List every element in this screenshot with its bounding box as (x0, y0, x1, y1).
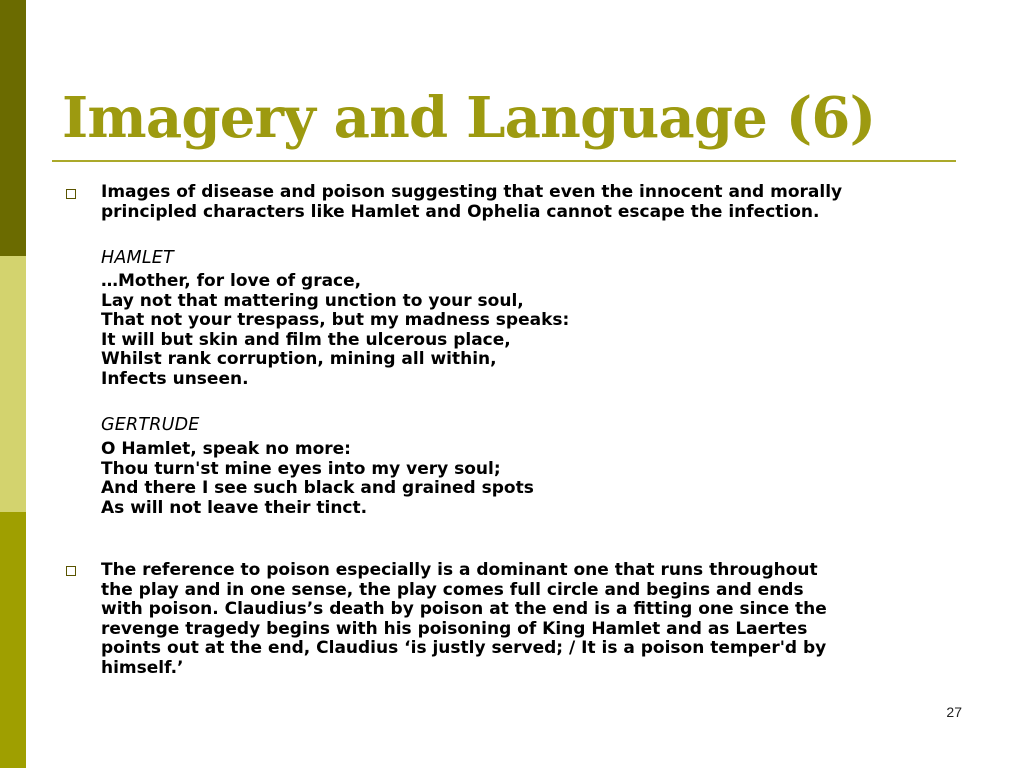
side-accent-bar (0, 0, 26, 768)
speaker-hamlet: HAMLET (101, 248, 174, 268)
verse-line: And there I see such black and grained spots (101, 478, 534, 498)
side-bar-segment-middle (0, 256, 26, 512)
verse-line: Lay not that mattering unction to your soul, (101, 290, 524, 311)
bullet-paragraph-2 (101, 561, 827, 678)
paragraph-line: Images of disease and poison suggesting that even the innocent and morally (101, 182, 843, 202)
quote-hamlet (101, 272, 569, 389)
slide-title: Imagery and Language (6) (62, 85, 876, 151)
paragraph-line: revenge tragedy begins with his poisoning of King Hamlet and as Laertes (101, 618, 808, 639)
bullet-square-icon (66, 189, 76, 199)
paragraph-line: with poison. Claudius’s death by poison at the end is a fitting one since the (101, 599, 827, 619)
quote-gertrude (101, 440, 534, 518)
side-bar-segment-bottom (0, 512, 26, 768)
title-underline (52, 160, 956, 162)
verse-line: Whilst rank corruption, mining all within, (101, 349, 497, 369)
paragraph-line: points out at the end, Claudius ‘is justly served; / It is a poison temper'd by (101, 638, 827, 658)
paragraph-line: himself.’ (101, 657, 184, 678)
side-bar-segment-top (0, 0, 26, 256)
verse-line: Infects unseen. (101, 368, 249, 389)
paragraph-line: the play and in one sense, the play comes full circle and begins and ends (101, 579, 804, 600)
verse-line: Thou turn'st mine eyes into my very soul; (101, 458, 501, 479)
speaker-gertrude: GERTRUDE (101, 415, 200, 435)
verse-line: O Hamlet, speak no more: (101, 439, 351, 459)
verse-line: It will but skin and film the ulcerous place, (101, 329, 511, 350)
verse-line: That not your trespass, but my madness speaks: (101, 310, 570, 330)
bullet-square-icon (66, 566, 76, 576)
verse-line: …Mother, for love of grace, (101, 271, 362, 291)
bullet-paragraph-1 (101, 183, 842, 222)
paragraph-line: The reference to poison especially is a dominant one that runs throughout (101, 560, 818, 580)
verse-line: As will not leave their tinct. (101, 497, 368, 518)
paragraph-line: principled characters like Hamlet and Ophelia cannot escape the infection. (101, 201, 820, 222)
page-number: 27 (946, 704, 962, 720)
